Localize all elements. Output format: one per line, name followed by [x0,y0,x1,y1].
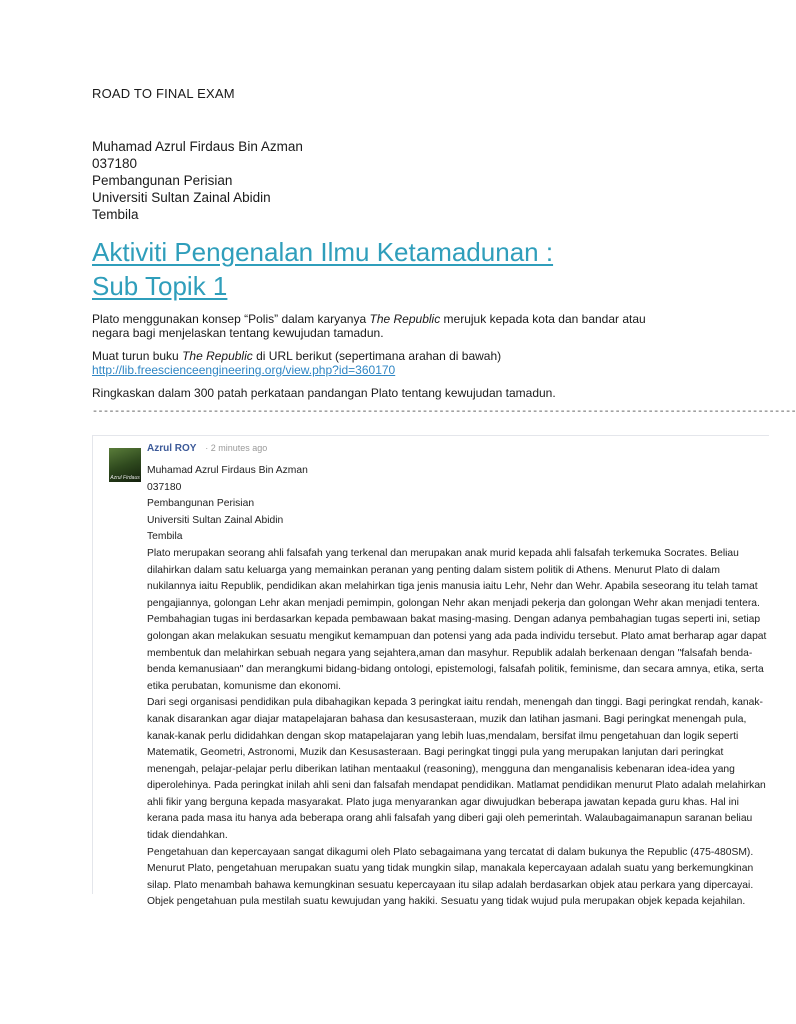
author-id: 037180 [92,156,138,171]
book-title-italic: The Republic [369,312,441,326]
intro-paragraph [92,313,682,340]
comment-paragraph: Pengetahuan dan kepercayaan sangat dikagumi oleh Plato sebagaimana yang tercatat di dalam bukunya the Republic (475-480SM). Menurut Plato, pengetahuan merupakan suatu yang tidak mungkin silap, manakala kepercayaan adalah suatu yang berkemungkinan silap. Plato menambah bahawa kemungkinan sesuatu kepercayaan itu silap adalah berdasarkan objek atau perkara yang dipercayai. Objek pengetahuan pula mestilah suatu kewujudan yang hakiki. Sesuatu yang tidak wujud pula merupakan objek kepada kejahilan. [147,846,754,908]
download-text-b: di URL berikut (sepertimana arahan di bawah) [252,349,502,363]
author-program: Pembangunan Perisian [92,173,233,188]
comment-line: Tembila [147,531,183,543]
document-page [92,86,796,418]
book-download-link[interactable]: http://lib.freescienceengineering.org/view.php?id=360170 [92,362,396,377]
comment-body [147,463,767,911]
comment-paragraph: Dari segi organisasi pendidikan pula dibahagikan kepada 3 peringkat iaitu rendah, menengah dan tinggi. Bagi peringkat rendah, kanak-kanak disarankan agar diajar matapelajaran bahasa dan kesusasteraan, muzik dan latihan jasmani. Bagi peringkat menengah pula, kanak-kanak perlu dididahkan dengan skop matapelajaran yang lebih luas,mendalam, bersifat ilmu pengetahuan dan logik seperti Matematik, Geometri, Astronomi, Muzik dan Kesusasteraan. Bagi peringkat tinggi pula yang merupakan lanjutan dari peringkat menengah, pelajar-pelajar perlu diberikan latihan mentaakul (reasoning), mengguna dan menganalisis kebenaran idea-idea yang diperolehinya. Pada peringkat inilah ahli seni dan falsafah mendapat pendidikan. Matlamat pendidikan menurut Plato adalah melahirkan ahli fikir yang berguna kepada masyarakat. Plato juga menyarankan agar diwujudkan beberapa jawatan kepada guru khas. Hal ini kerana pada masa itu hanya ada beberapa orang ahli falsafah yang diberi gaji oleh pemerintah. Walaubagaimanapun saranan beliau tidak diendahkan. [147,697,766,842]
intro-text-a: Plato menggunakan konsep “Polis” dalam karyanya [92,312,370,326]
dashed-divider: -------------------------------------------------------------------------------------------------------------------------------- [92,406,796,418]
exam-title: ROAD TO FINAL EXAM [92,86,235,101]
comment-header [147,443,267,454]
comment-screenshot [92,435,769,908]
avatar [109,448,141,482]
author-campus: Tembila [92,207,139,222]
comment-time: · 2 minutes ago [205,443,268,453]
heading-line-2: Sub Topik 1 [92,271,228,301]
author-university: Universiti Sultan Zainal Abidin [92,190,271,205]
activity-heading [92,235,692,303]
intro-text-b: merujuk kepada kota dan bandar atau negara bagi menjelaskan tentang kewujudan tamadun. [92,312,646,340]
comment-line: 037180 [147,481,182,493]
heading-line-1: Aktiviti Pengenalan Ilmu Ketamadunan : [92,237,554,267]
author-name: Muhamad Azrul Firdaus Bin Azman [92,139,303,154]
task-paragraph: Ringkaskan dalam 300 patah perkataan pandangan Plato tentang kewujudan tamadun. [92,386,556,400]
book-title-italic: The Republic [182,349,253,363]
download-paragraph [92,350,682,377]
comment-line: Pembangunan Perisian [147,498,255,510]
comment-line: Universiti Sultan Zainal Abidin [147,514,284,526]
avatar-caption: Azrul Firdaus [110,475,140,481]
comment-author[interactable]: Azrul ROY [147,443,197,454]
comment-paragraph: Plato merupakan seorang ahli falsafah yang terkenal dan merupakan anak murid kepada ahli falsafah terkemuka Socrates. Beliau dilahirkan dalam satu keluarga yang memainkan peranan yang penting dalam sistem politik di Athens. Menurut Plato di dalam nukilannya iaitu Republik, pendidikan akan melahirkan tiga jenis manusia iaitu Lehr, Nehr dan Wehr. Apabila seseorang itu telah tamat pengajiannya, golongan Lehr akan menjadi pemimpin, golongan Nehr akan menjadi pekerja dan golongan Wehr akan menjadi tentera. Pembahagian tugas ini berdasarkan kepada pembawaan bakat masing-masing. Dengan adanya pembahagian tugas seperti ini, setiap golongan akan melakukan sesuatu mengikut kemampuan dan potensi yang ada pada individu tersebut. Plato amat berharap agar dapat membentuk dan melahirkan sebuah negara yang sejahtera,aman dan masyhur. Republik adalah berkenaan dengan "falsafah benda-benda kemanusiaan" dan merangkumi bidang-bidang ontologi, epistemologi, falsafah politik, feminisme, dan secara amnya, etika, serta etika perubatan, komunisme dan ekonomi. [147,547,767,692]
comment-line: Muhamad Azrul Firdaus Bin Azman [147,465,308,476]
author-block [92,138,692,223]
download-text-a: Muat turun buku [92,349,183,363]
